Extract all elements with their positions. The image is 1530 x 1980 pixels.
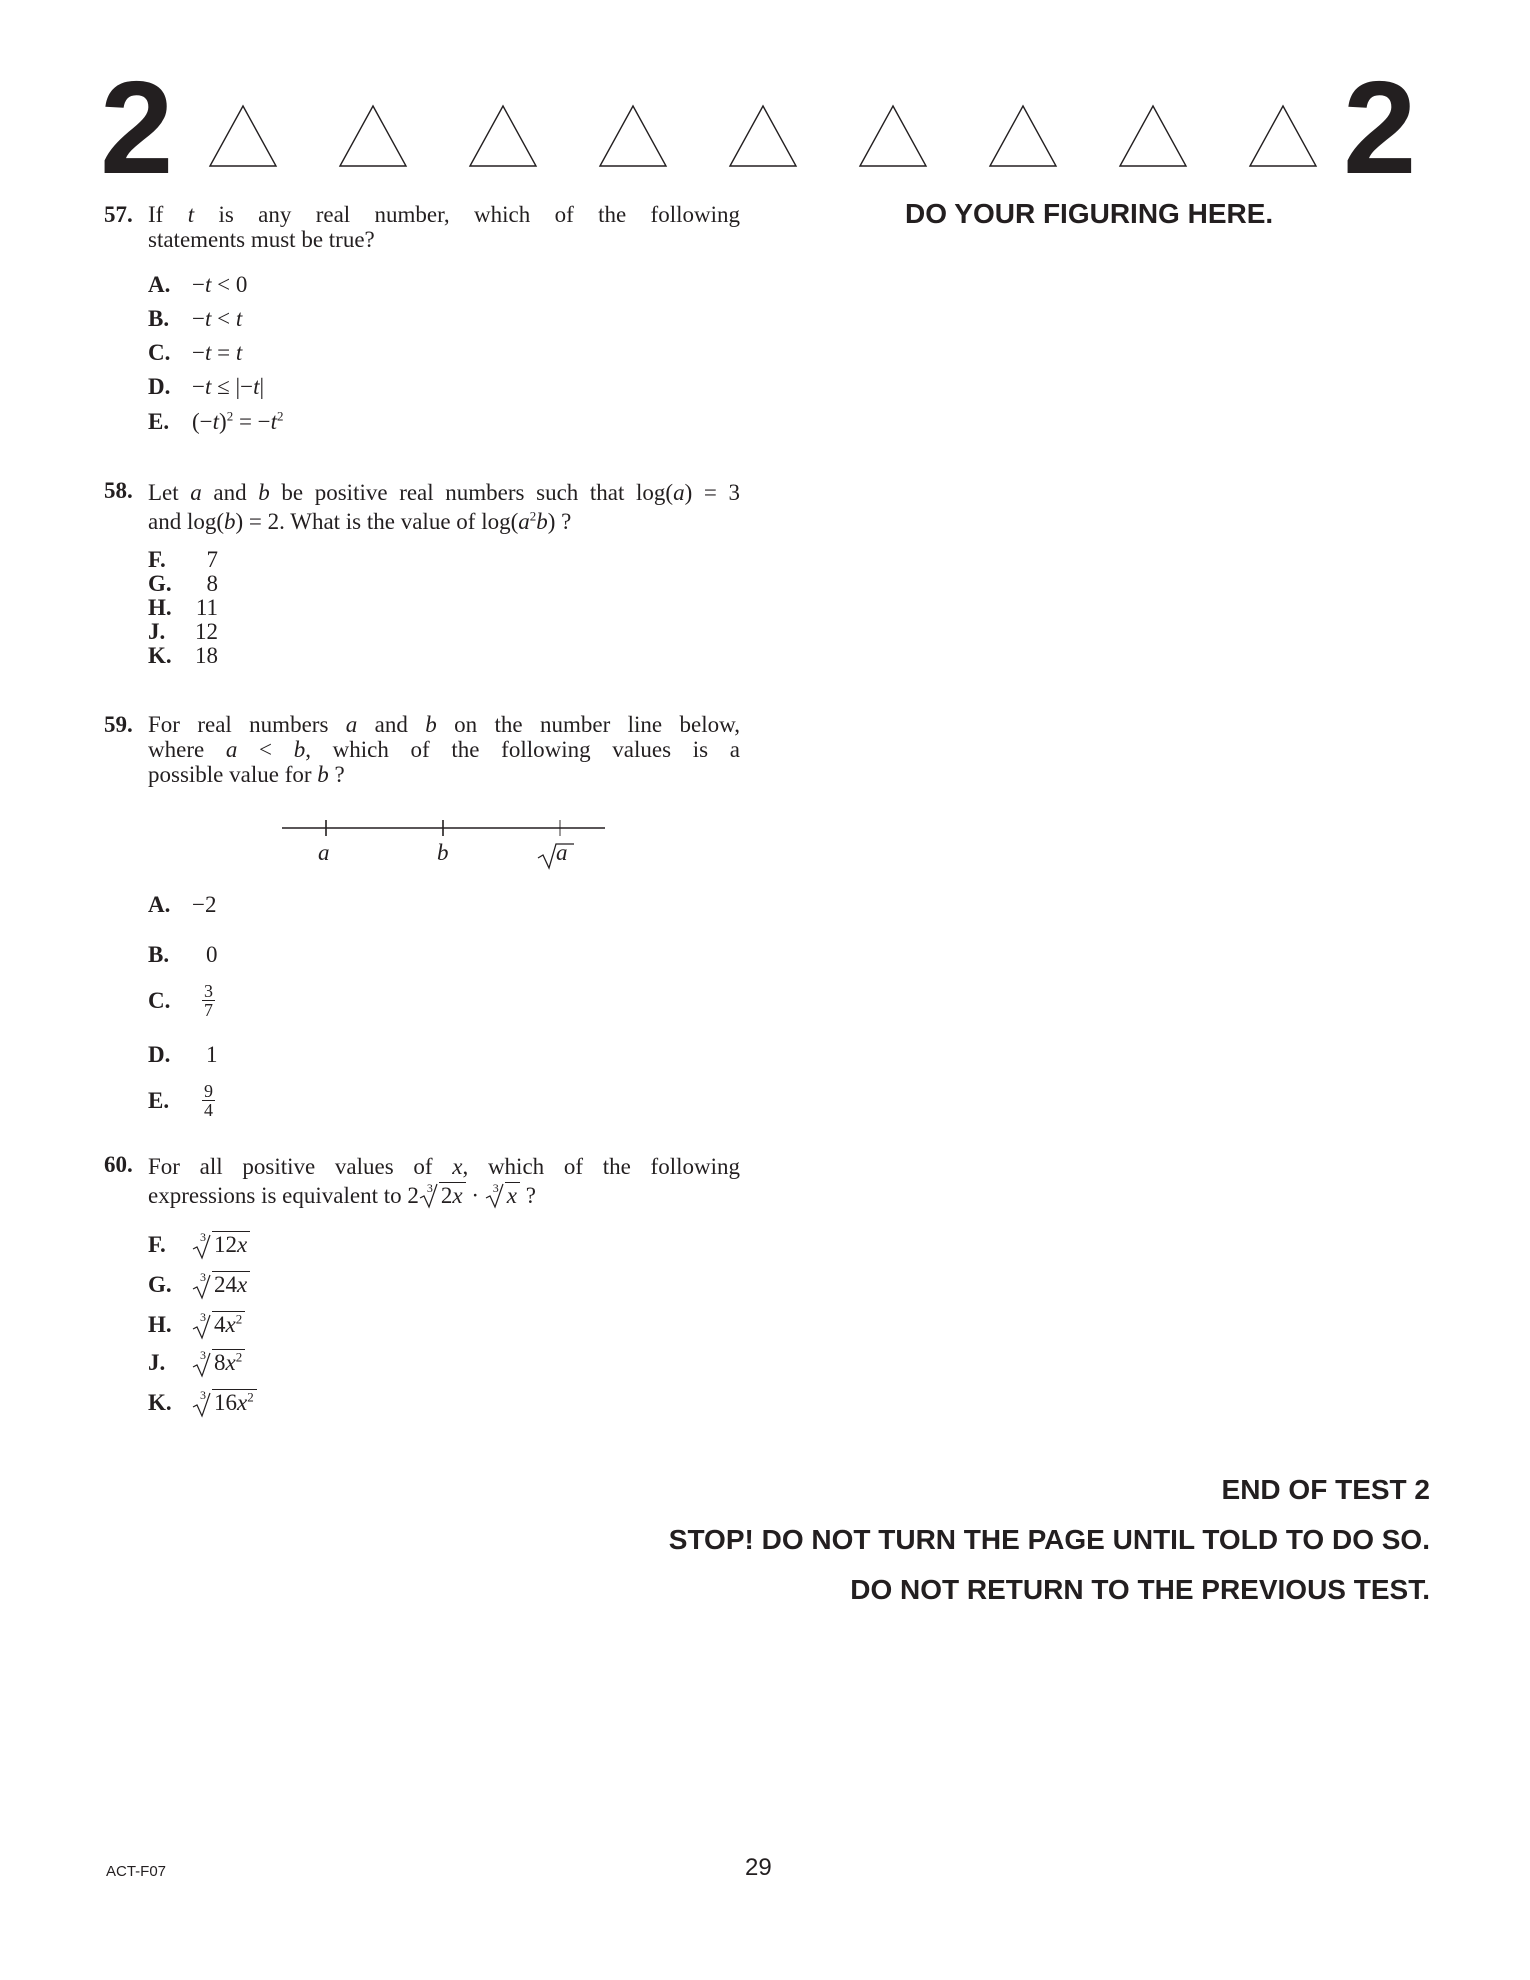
option-f[interactable] — [148, 1232, 250, 1257]
section-number-left: 2 — [100, 54, 174, 201]
option-value: 18 — [195, 643, 218, 668]
option-label: H. — [148, 595, 172, 620]
option-label: G. — [148, 1272, 172, 1297]
question-57 — [100, 202, 740, 252]
number-line-label-sqrt-a: a — [556, 840, 568, 865]
question-number: 58. — [104, 478, 133, 503]
triangle-icon — [730, 106, 796, 166]
fraction-value — [202, 1082, 215, 1119]
cube-root-option: 3 24x — [192, 1272, 250, 1297]
triangle-border-icons — [200, 100, 1330, 176]
option-label: A. — [148, 272, 171, 297]
question-text — [148, 478, 740, 536]
option-value: 7 — [206, 547, 218, 572]
option-k[interactable] — [148, 1390, 257, 1415]
triangle-icon — [1120, 106, 1186, 166]
option-label: K. — [148, 1390, 172, 1415]
option-f[interactable] — [148, 548, 218, 572]
cube-root-expression — [419, 1181, 466, 1210]
question-text — [148, 1152, 740, 1210]
option-value: −t < 0 — [192, 272, 248, 297]
radical-index: 3 — [426, 1181, 433, 1195]
triangle-icon — [860, 106, 926, 166]
option-label: K. — [148, 643, 172, 668]
option-label: F. — [148, 547, 166, 572]
triangle-icon — [1250, 106, 1316, 166]
option-label: C. — [148, 988, 171, 1013]
question-line: For all positive values of x, which of the following — [148, 1154, 741, 1179]
question-line: and log(b) = 2. What is the value of $\log(a^2b)$ ? — [148, 508, 572, 534]
cube-root-option: 3 $4x^2$ — [192, 1312, 245, 1337]
number-line-label-b: b — [437, 840, 449, 865]
do-not-return-notice: DO NOT RETURN TO THE PREVIOUS TEST. — [850, 1574, 1430, 1605]
option-value: −2 — [192, 892, 217, 917]
triangle-icon — [340, 106, 406, 166]
form-code: ACT-F07 — [106, 1863, 167, 1880]
option-label: D. — [148, 1042, 171, 1067]
option-k[interactable] — [148, 644, 218, 668]
option-b[interactable] — [148, 942, 218, 967]
end-of-test-label: END OF TEST 2 — [1221, 1474, 1430, 1505]
question-59 — [100, 712, 740, 787]
option-label: B. — [148, 942, 170, 967]
triangle-icon — [990, 106, 1056, 166]
question-number: 57. — [104, 202, 133, 227]
stop-notice: STOP! DO NOT TURN THE PAGE UNTIL TOLD TO DO SO. — [668, 1524, 1430, 1555]
question-line: If t is any real number, which of the following — [148, 202, 740, 227]
option-b[interactable] — [148, 306, 242, 331]
option-label: E. — [148, 409, 170, 434]
question-line: possible value for b ? — [148, 762, 345, 787]
option-value: $(-t)^2 = -t^2$ — [192, 408, 284, 434]
cube-root-option: 3 $8x^2$ — [192, 1350, 245, 1375]
expression-suffix: ? — [519, 1183, 536, 1208]
fraction-denominator: 7 — [204, 1000, 213, 1020]
option-label: A. — [148, 892, 171, 917]
triangle-icon — [600, 106, 666, 166]
option-h[interactable] — [148, 1312, 245, 1337]
option-label: C. — [148, 340, 171, 365]
option-label: H. — [148, 1312, 172, 1337]
option-value: 0 — [206, 942, 218, 967]
option-label: G. — [148, 571, 172, 596]
option-a[interactable] — [148, 892, 216, 917]
question-line: Let a and b be positive real numbers such that log(a) = 3 — [148, 480, 740, 505]
question-line — [148, 1181, 740, 1210]
option-j[interactable] — [148, 620, 218, 644]
option-e[interactable] — [148, 409, 284, 434]
triangle-icon — [470, 106, 536, 166]
cube-root-option: 3 $16x^2$ — [192, 1390, 257, 1415]
option-e[interactable] — [148, 1082, 215, 1119]
cube-root-expression — [485, 1181, 520, 1210]
question-line: For real numbers a and b on the number line below, — [148, 712, 740, 737]
number-line-label-a: a — [318, 840, 330, 865]
fraction-denominator: 4 — [204, 1100, 213, 1120]
option-label: D. — [148, 374, 171, 399]
question-line: statements must be true? — [148, 227, 375, 252]
question-text — [148, 202, 740, 252]
option-c[interactable] — [148, 982, 215, 1019]
question-58 — [100, 478, 740, 536]
option-value: −t = t — [192, 340, 243, 365]
option-value: −t < t — [192, 306, 243, 331]
figuring-label: DO YOUR FIGURING HERE. — [905, 198, 1274, 229]
option-label: B. — [148, 306, 170, 331]
option-j[interactable] — [148, 1350, 245, 1375]
option-label: J. — [148, 1350, 166, 1375]
option-a[interactable] — [148, 272, 247, 297]
option-g[interactable] — [148, 1272, 250, 1297]
fraction-numerator: 9 — [204, 1081, 213, 1101]
option-d[interactable] — [148, 374, 264, 399]
option-value: 11 — [195, 595, 218, 620]
option-value: 1 — [206, 1042, 218, 1067]
radicand: 2x — [439, 1182, 466, 1208]
fraction-numerator: 3 — [204, 981, 213, 1001]
radical-index: 3 — [492, 1181, 499, 1195]
section-number-right: 2 — [1343, 54, 1417, 201]
page-number: 29 — [745, 1854, 772, 1881]
option-value: −t ≤ |−t| — [192, 374, 265, 399]
option-value: 12 — [195, 619, 218, 644]
radicand: x — [505, 1182, 520, 1208]
option-h[interactable] — [148, 596, 218, 620]
fraction-value — [202, 982, 215, 1019]
question-line: where a < b, which of the following values is a — [148, 737, 740, 762]
option-label: E. — [148, 1088, 170, 1113]
option-label: J. — [148, 619, 166, 644]
triangle-icon — [210, 106, 276, 166]
multiply-dot: · — [471, 1183, 479, 1208]
option-label: F. — [148, 1232, 166, 1257]
question-number: 59. — [104, 712, 133, 737]
option-g[interactable] — [148, 572, 218, 596]
option-c[interactable] — [148, 340, 242, 365]
question-text — [148, 712, 740, 787]
option-d[interactable] — [148, 1042, 218, 1067]
question-number: 60. — [104, 1152, 133, 1177]
expression-prefix: expressions is equivalent to 2 — [148, 1183, 419, 1208]
question-60 — [100, 1152, 740, 1210]
option-value: 8 — [206, 571, 218, 596]
cube-root-option: 3 12x — [192, 1232, 250, 1257]
